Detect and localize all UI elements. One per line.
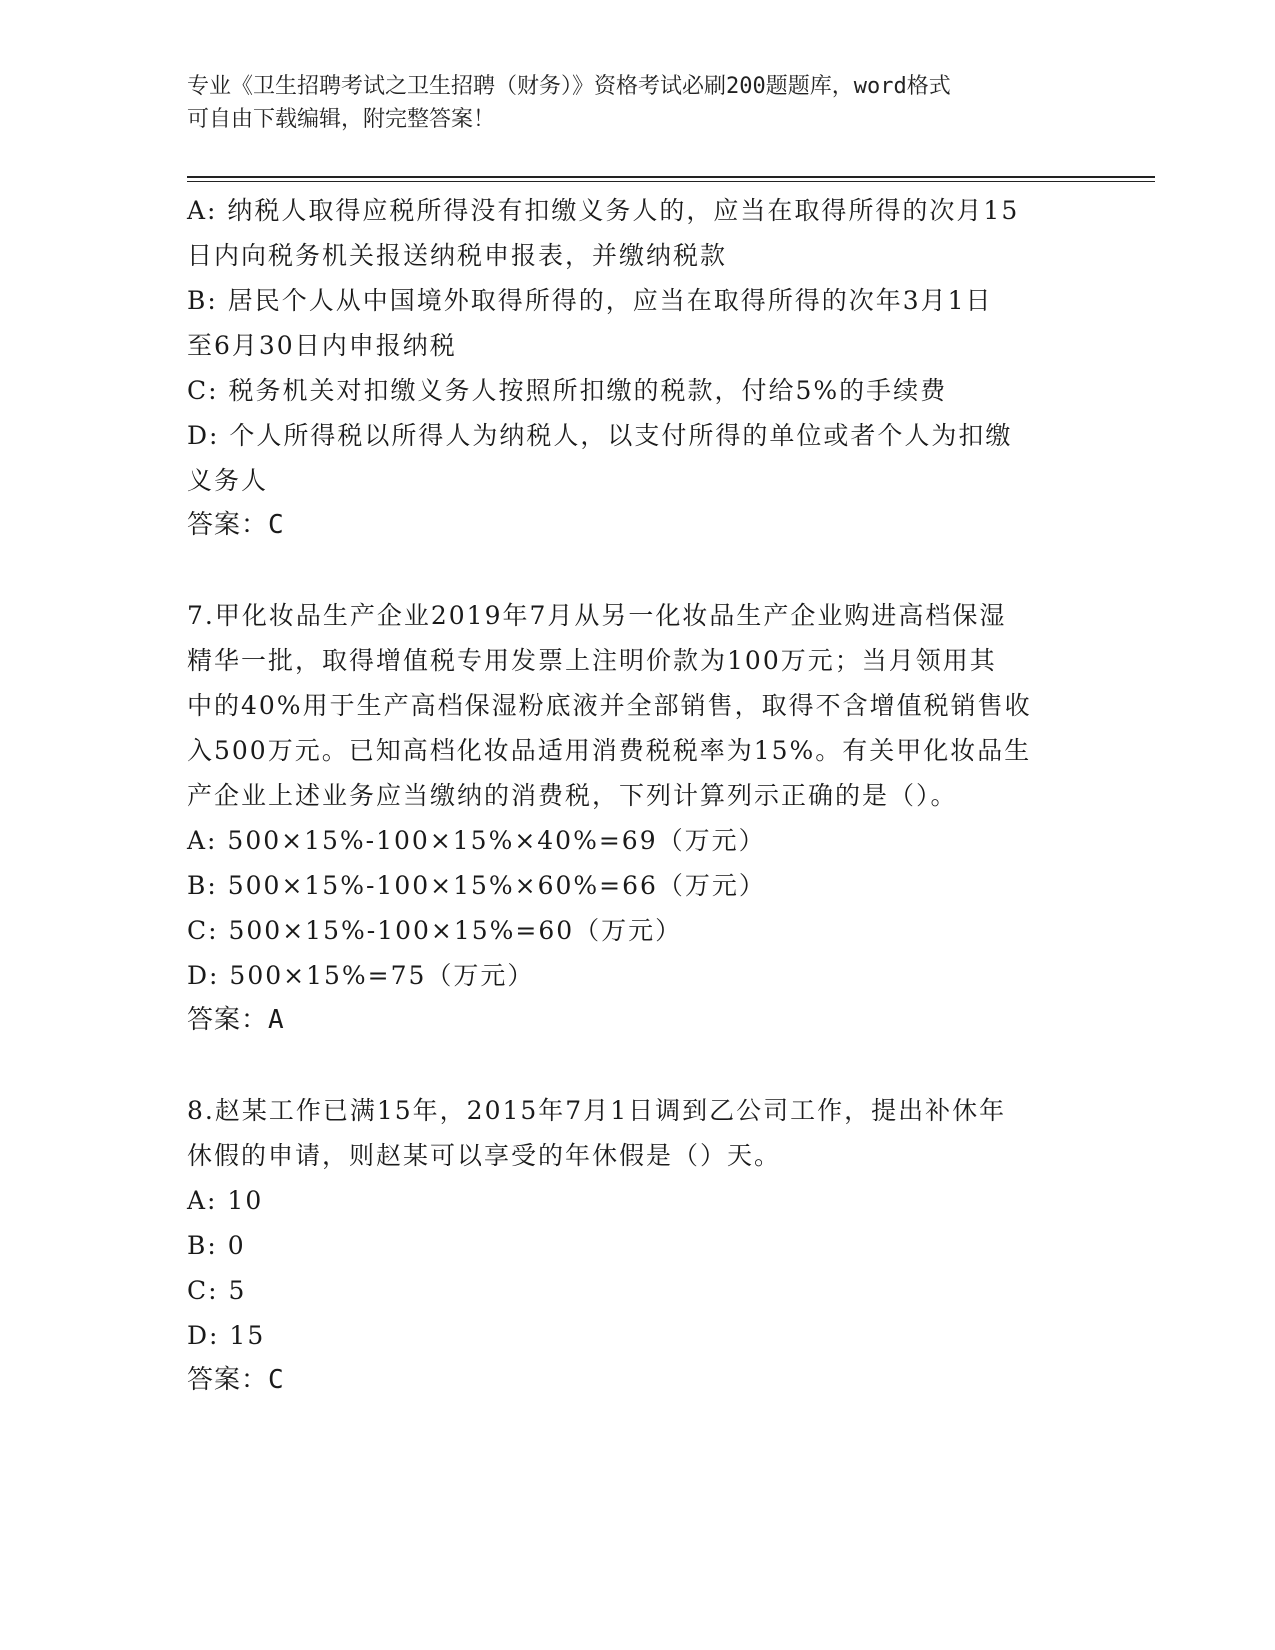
header-title-line-2: 可自由下载编辑，附完整答案！ [187,107,496,132]
question-7 [187,593,1087,1043]
option-line: D: 个人所得税以所得人为纳税人，以支付所得的单位或者个人为扣缴 [187,421,1013,450]
answer-line: 答案：A [187,1005,285,1035]
option-line: C: 税务机关对扣缴义务人按照所扣缴的税款，付给5%的手续费 [187,376,948,405]
option-line: B: 500×15%-100×15%×60%=66（万元） [187,871,766,900]
question-stem-line: 精华一批，取得增值税专用发票上注明价款为100万元；当月领用其 [187,646,997,675]
spacer [187,1043,1087,1088]
option-line: 至6月30日内申报纳税 [187,331,457,360]
option-line: D: 15 [187,1321,266,1350]
option-line: A: 纳税人取得应税所得没有扣缴义务人的，应当在取得所得的次月15 [187,196,1020,225]
document-header [187,70,1067,136]
header-divider [187,176,1155,182]
option-line: A: 500×15%-100×15%×40%=69（万元） [187,826,766,855]
question-stem-line: 休假的申请，则赵某可以享受的年休假是（）天。 [187,1141,782,1170]
option-line: C: 5 [187,1276,247,1305]
header-title-line-1: 专业《卫生招聘考试之卫生招聘（财务）》资格考试必刷200题题库，word格式 [187,74,951,99]
question-stem-line: 产企业上述业务应当缴纳的消费税，下列计算列示正确的是（）。 [187,781,958,810]
question-6-continued [187,188,1087,548]
document-body [187,188,1087,1403]
option-line: B: 居民个人从中国境外取得所得的，应当在取得所得的次年3月1日 [187,286,993,315]
question-8 [187,1088,1087,1403]
question-stem-line: 7.甲化妆品生产企业2019年7月从另一化妆品生产企业购进高档保湿 [187,601,1007,630]
option-line: A: 10 [187,1186,264,1215]
option-line: C: 500×15%-100×15%=60（万元） [187,916,683,945]
answer-line: 答案：C [187,1365,285,1395]
question-stem-line: 8.赵某工作已满15年，2015年7月1日调到乙公司工作，提出补休年 [187,1096,1007,1125]
option-line: D: 500×15%=75（万元） [187,961,535,990]
question-stem-line: 入500万元。已知高档化妆品适用消费税税率为15%。有关甲化妆品生 [187,736,1032,765]
option-line: 日内向税务机关报送纳税申报表，并缴纳税款 [187,241,728,270]
option-line: 义务人 [187,466,269,495]
option-line: B: 0 [187,1231,246,1260]
question-stem-line: 中的40%用于生产高档保湿粉底液并全部销售，取得不含增值税销售收 [187,691,1032,720]
answer-line: 答案：C [187,510,285,540]
spacer [187,548,1087,593]
